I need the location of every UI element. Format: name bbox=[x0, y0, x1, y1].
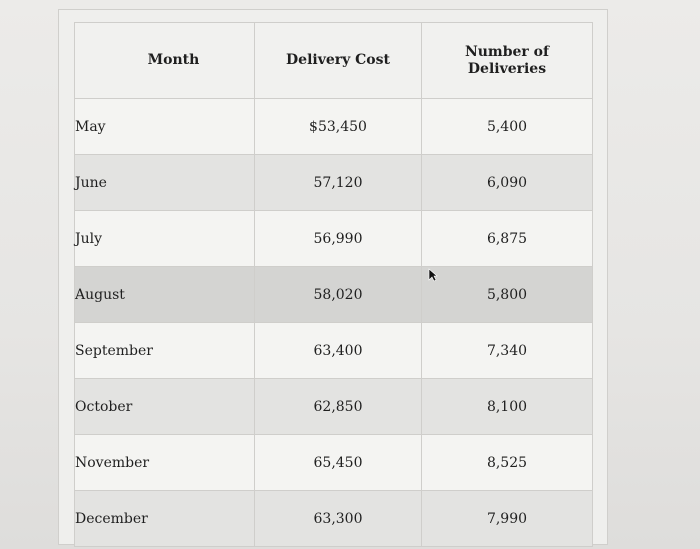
header-row bbox=[75, 23, 593, 99]
deliveries-cell: 7,990 bbox=[422, 491, 593, 547]
month-cell: November bbox=[75, 435, 255, 491]
deliveries-cell: 7,340 bbox=[422, 323, 593, 379]
delivery-cost-cell: 62,850 bbox=[255, 379, 422, 435]
delivery-cost-cell: 65,450 bbox=[255, 435, 422, 491]
delivery-table bbox=[74, 22, 593, 547]
deliveries-cell: 5,800 bbox=[422, 267, 593, 323]
deliveries-cell: 6,090 bbox=[422, 155, 593, 211]
delivery-cost-cell: $53,450 bbox=[255, 99, 422, 155]
table-row bbox=[75, 267, 593, 323]
header-delivery-cost: Delivery Cost bbox=[255, 23, 422, 99]
header-number-of-deliveries bbox=[422, 23, 593, 99]
delivery-cost-cell: 57,120 bbox=[255, 155, 422, 211]
deliveries-cell: 8,525 bbox=[422, 435, 593, 491]
table-row bbox=[75, 379, 593, 435]
table-row bbox=[75, 323, 593, 379]
delivery-cost-cell: 63,300 bbox=[255, 491, 422, 547]
month-cell: December bbox=[75, 491, 255, 547]
month-cell: May bbox=[75, 99, 255, 155]
table-row bbox=[75, 211, 593, 267]
deliveries-cell: 5,400 bbox=[422, 99, 593, 155]
deliveries-cell: 8,100 bbox=[422, 379, 593, 435]
delivery-cost-cell: 58,020 bbox=[255, 267, 422, 323]
table-row bbox=[75, 491, 593, 547]
month-cell: October bbox=[75, 379, 255, 435]
header-number-of-deliveries-line2: Deliveries bbox=[467, 60, 547, 77]
table-row bbox=[75, 435, 593, 491]
header-number-of-deliveries-line1: Number of bbox=[464, 43, 550, 60]
month-cell: August bbox=[75, 267, 255, 323]
month-cell: July bbox=[75, 211, 255, 267]
arrow-cursor-icon bbox=[428, 268, 438, 282]
deliveries-cell: 6,875 bbox=[422, 211, 593, 267]
delivery-cost-cell: 56,990 bbox=[255, 211, 422, 267]
table-row bbox=[75, 155, 593, 211]
delivery-cost-cell: 63,400 bbox=[255, 323, 422, 379]
month-cell: June bbox=[75, 155, 255, 211]
header-month: Month bbox=[75, 23, 255, 99]
month-cell: September bbox=[75, 323, 255, 379]
table-row bbox=[75, 99, 593, 155]
